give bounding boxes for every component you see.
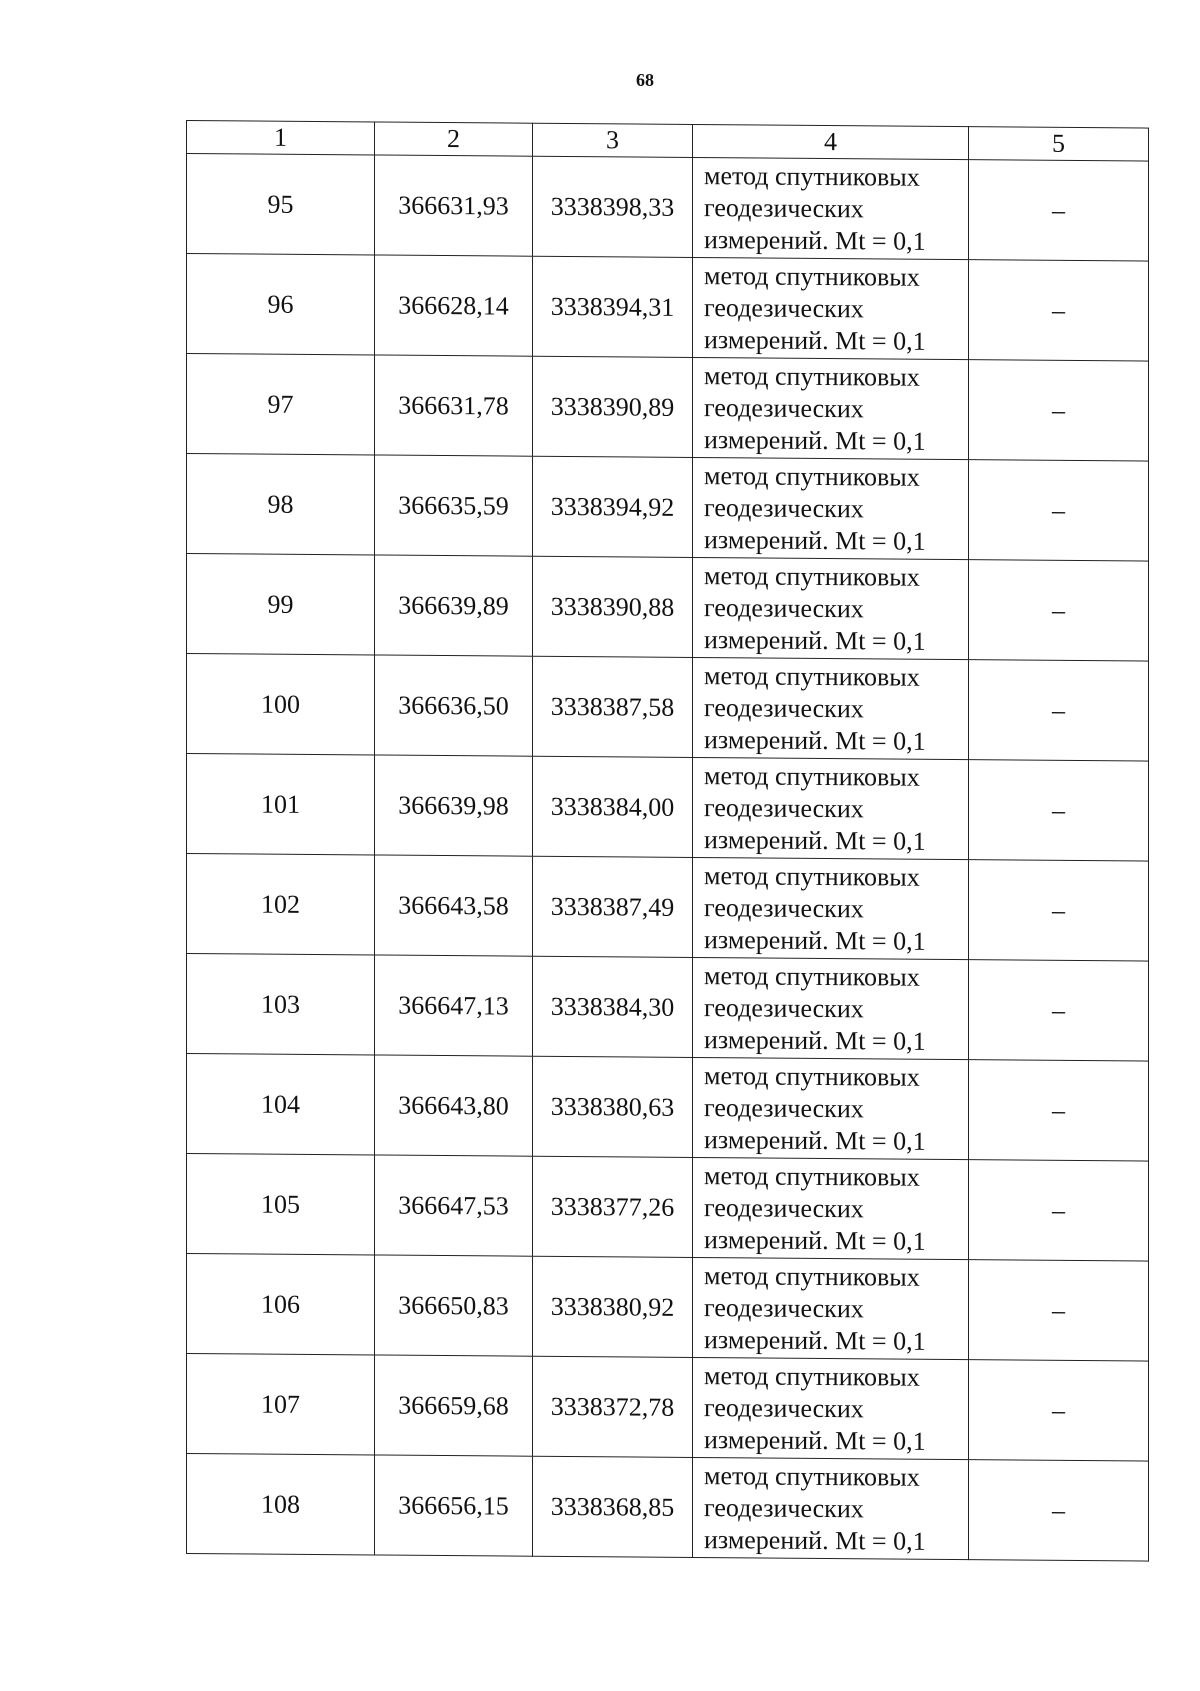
table-row	[187, 1454, 1149, 1562]
note-cell: –	[969, 960, 1149, 1061]
table-row	[187, 1354, 1149, 1462]
point-number-cell: 105	[187, 1154, 375, 1255]
y-coordinate-cell: 3338372,78	[533, 1356, 693, 1457]
table-row	[187, 654, 1149, 762]
y-coordinate-cell: 3338377,26	[533, 1156, 693, 1257]
point-number-cell: 98	[187, 454, 375, 555]
note-cell: –	[969, 1460, 1149, 1561]
method-cell: метод спутниковых геодезических измерений. Mt = 0,1	[693, 357, 969, 459]
method-cell: метод спутниковых геодезических измерений. Mt = 0,1	[693, 1257, 969, 1359]
y-coordinate-cell: 3338387,49	[533, 856, 693, 957]
x-coordinate-cell: 366631,78	[375, 355, 533, 456]
table-row	[187, 354, 1149, 462]
table-row	[187, 954, 1149, 1062]
header-col-1: 1	[187, 121, 375, 155]
method-cell: метод спутниковых геодезических измерений. Mt = 0,1	[693, 1157, 969, 1259]
x-coordinate-cell: 366631,93	[375, 155, 533, 256]
method-cell: метод спутниковых геодезических измерений. Mt = 0,1	[693, 157, 969, 259]
point-number-cell: 103	[187, 954, 375, 1055]
x-coordinate-cell: 366635,59	[375, 455, 533, 556]
note-cell: –	[969, 260, 1149, 361]
note-cell: –	[969, 1160, 1149, 1261]
point-number-cell: 106	[187, 1254, 375, 1355]
y-coordinate-cell: 3338387,58	[533, 656, 693, 757]
point-number-cell: 102	[187, 854, 375, 955]
coordinates-table	[186, 120, 1149, 1562]
header-col-5: 5	[969, 127, 1149, 161]
point-number-cell: 100	[187, 654, 375, 755]
page-number: 68	[636, 70, 654, 90]
y-coordinate-cell: 3338398,33	[533, 156, 693, 257]
table-row	[187, 254, 1149, 362]
x-coordinate-cell: 366656,15	[375, 1455, 533, 1556]
method-cell: метод спутниковых геодезических измерений. Mt = 0,1	[693, 657, 969, 759]
point-number-cell: 95	[187, 154, 375, 255]
y-coordinate-cell: 3338380,63	[533, 1056, 693, 1157]
table-row	[187, 454, 1149, 562]
point-number-cell: 108	[187, 1454, 375, 1555]
y-coordinate-cell: 3338394,31	[533, 256, 693, 357]
point-number-cell: 107	[187, 1354, 375, 1455]
method-cell: метод спутниковых геодезических измерений. Mt = 0,1	[693, 257, 969, 359]
note-cell: –	[969, 1360, 1149, 1461]
y-coordinate-cell: 3338380,92	[533, 1256, 693, 1357]
x-coordinate-cell: 366639,89	[375, 555, 533, 656]
header-col-4: 4	[693, 124, 969, 159]
note-cell: –	[969, 860, 1149, 961]
x-coordinate-cell: 366636,50	[375, 655, 533, 756]
note-cell: –	[969, 460, 1149, 561]
y-coordinate-cell: 3338384,00	[533, 756, 693, 857]
note-cell: –	[969, 1260, 1149, 1361]
method-cell: метод спутниковых геодезических измерений. Mt = 0,1	[693, 1057, 969, 1159]
y-coordinate-cell: 3338368,85	[533, 1456, 693, 1557]
x-coordinate-cell: 366628,14	[375, 255, 533, 356]
method-cell: метод спутниковых геодезических измерений. Mt = 0,1	[693, 757, 969, 859]
x-coordinate-cell: 366643,80	[375, 1055, 533, 1156]
method-cell: метод спутниковых геодезических измерений. Mt = 0,1	[693, 957, 969, 1059]
y-coordinate-cell: 3338384,30	[533, 956, 693, 1057]
table-row	[187, 854, 1149, 962]
table-row	[187, 1254, 1149, 1362]
table-row	[187, 1154, 1149, 1262]
y-coordinate-cell: 3338390,89	[533, 356, 693, 457]
note-cell: –	[969, 360, 1149, 461]
point-number-cell: 99	[187, 554, 375, 655]
method-cell: метод спутниковых геодезических измерений. Mt = 0,1	[693, 1457, 969, 1559]
header-col-3: 3	[533, 123, 693, 157]
x-coordinate-cell: 366647,13	[375, 955, 533, 1056]
point-number-cell: 101	[187, 754, 375, 855]
y-coordinate-cell: 3338394,92	[533, 456, 693, 557]
point-number-cell: 96	[187, 254, 375, 355]
x-coordinate-cell: 366647,53	[375, 1155, 533, 1256]
method-cell: метод спутниковых геодезических измерений. Mt = 0,1	[693, 1357, 969, 1459]
note-cell: –	[969, 560, 1149, 661]
x-coordinate-cell: 366650,83	[375, 1255, 533, 1356]
note-cell: –	[969, 660, 1149, 761]
x-coordinate-cell: 366639,98	[375, 755, 533, 856]
table-row	[187, 1054, 1149, 1162]
table-body	[187, 154, 1149, 1562]
table-row	[187, 754, 1149, 862]
method-cell: метод спутниковых геодезических измерений. Mt = 0,1	[693, 557, 969, 659]
method-cell: метод спутниковых геодезических измерений. Mt = 0,1	[693, 457, 969, 559]
table-row	[187, 554, 1149, 662]
note-cell: –	[969, 160, 1149, 261]
method-cell: метод спутниковых геодезических измерений. Mt = 0,1	[693, 857, 969, 959]
table-row	[187, 154, 1149, 262]
x-coordinate-cell: 366659,68	[375, 1355, 533, 1456]
x-coordinate-cell: 366643,58	[375, 855, 533, 956]
point-number-cell: 97	[187, 354, 375, 455]
note-cell: –	[969, 1060, 1149, 1161]
y-coordinate-cell: 3338390,88	[533, 556, 693, 657]
point-number-cell: 104	[187, 1054, 375, 1155]
note-cell: –	[969, 760, 1149, 861]
header-col-2: 2	[375, 122, 533, 156]
